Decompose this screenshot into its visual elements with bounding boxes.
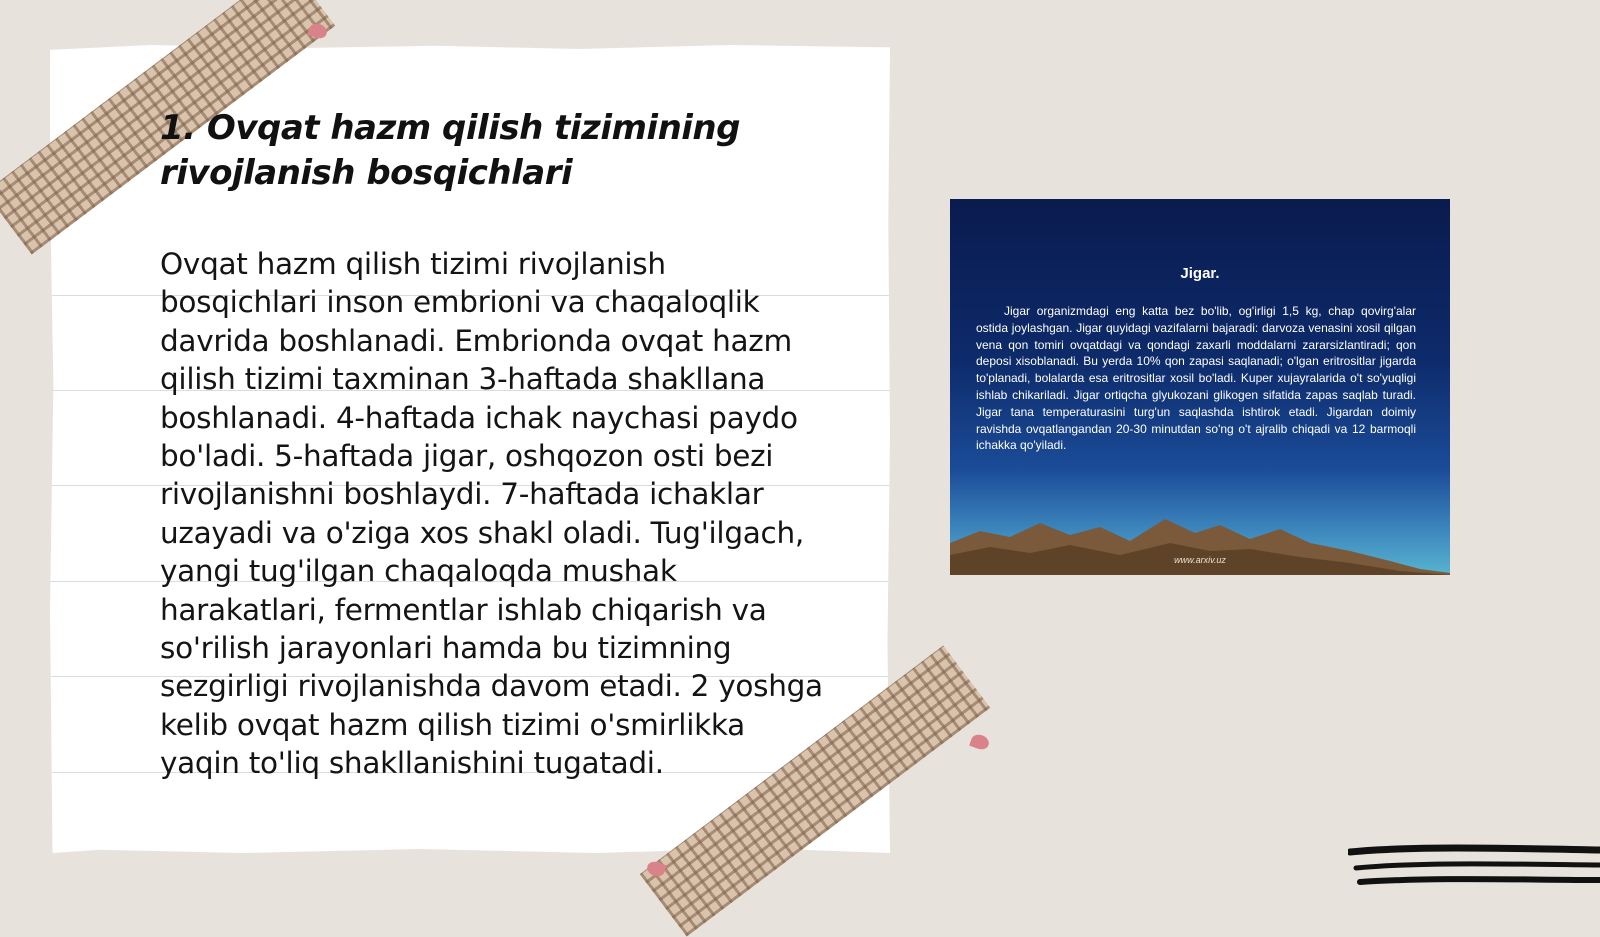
- slide-text: Jigar organizmdagi eng katta bez bo'lib, og'irligi 1,5 kg, chap qovirg'alar ostida joylashgan. Jigar quyidagi vazifalarni bajaradi: darvoza venasini xosil qilgan vena qon tomiri ovqatdagi va qondagi zaxarli moddalarni zararsizlantiradi; qon deposi xisoblanadi. Bu yerda 10% qon zapasi saqlanadi; o'lgan eritrositlar jigarda to'planadi, bolalarda esa eritrositlar xosil bo'ladi. Kuper xujayralarida o't so'yuqligi ishlab chikariladi. Jigar ortiqcha glyukozani glikogen sifatida zapas saqlab turadi. Jigar tana temperaturasini turg'un saqlashda ishtirok etadi. Jigardan doimiy ravishda ovqatlangandan 20-30 minutdan so'ng o't ajralib chiqadi va 12 barmoqli ichakka qo'yiladi.: [976, 304, 1416, 453]
- mountain-silhouette: [950, 515, 1450, 575]
- slide-footer: www.arxiv.uz: [1174, 555, 1226, 565]
- brush-strokes-decoration: [1348, 842, 1600, 892]
- pink-pin-bottom: [969, 732, 991, 751]
- page-title: 1. Ovqat hazm qilish tizimining rivojlanish bosqichlari: [160, 108, 740, 193]
- embedded-slide-image: [950, 199, 1450, 575]
- slide-title: Jigar.: [1180, 265, 1220, 282]
- main-paragraph: Ovqat hazm qilish tizimi rivojlanish bosqichlari inson embrioni va chaqaloqlik davrida boshlanadi. Embrionda ovqat hazm qilish tizimi taxminan 3-haftada shakllana boshlanadi. 4-haftada ichak naychasi paydo bo'ladi. 5-haftada jigar, oshqozon osti bezi rivojlanishni boshlaydi. 7-haftada ichaklar uzayadi va o'ziga xos shakl oladi. Tug'ilgach, yangi tug'ilgan chaqaloqda mushak harakatlari, fermentlar ishlab chiqarish va so'rilish jarayonlari hamda bu tizimning sezgirligi rivojlanishda davom etadi. 2 yoshga kelib ovqat hazm qilish tizimi o'smirlikka yaqin to'liq shakllanishini tugatadi.: [160, 247, 823, 781]
